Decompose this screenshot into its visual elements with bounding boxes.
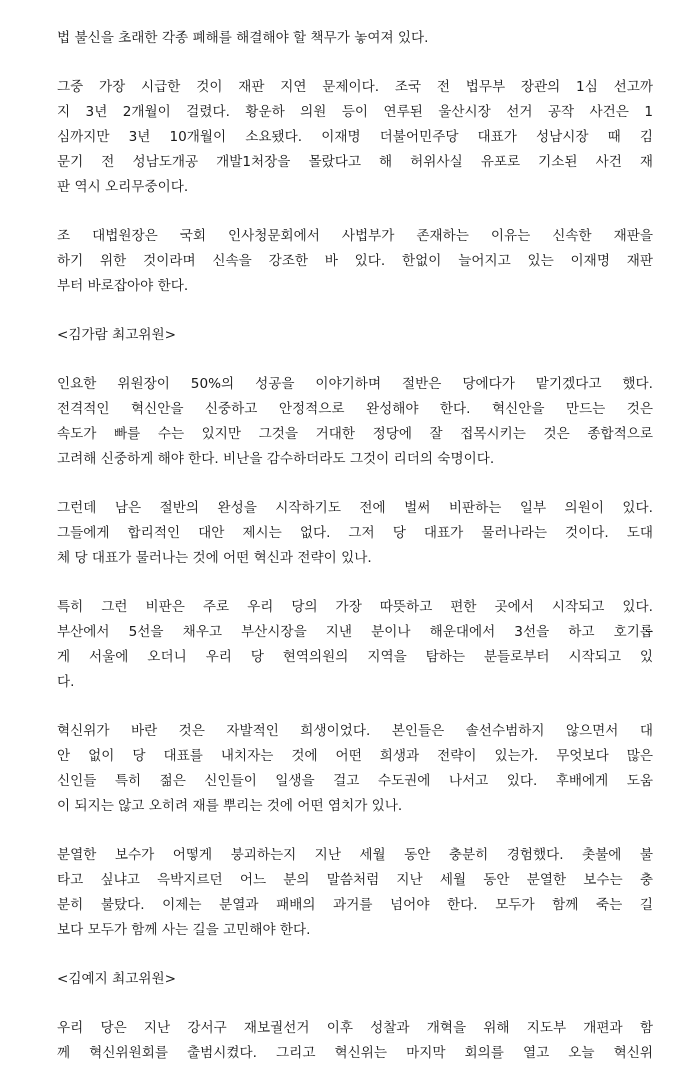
paragraph-4 — [57, 372, 653, 472]
text-line: 분히 불탔다. 이제는 분열과 패배의 과거를 넘어야 한다. 모두가 함께 죽는 길 — [57, 897, 653, 913]
paragraph-2 — [57, 75, 653, 200]
text-line: 고려해 신중하게 해야 한다. 비난을 감수하더라도 그것이 리더의 숙명이다. — [57, 451, 495, 467]
document-page — [57, 26, 653, 1090]
text-line: 특히 그런 비판은 주로 우리 당의 가장 따뜻하고 편한 곳에서 시작되고 있다. — [57, 599, 653, 615]
text-line: 게 서울에 오더니 우리 당 현역의원의 지역을 탐하는 분들로부터 시작되고 있 — [57, 649, 653, 665]
text-line: 심까지만 3년 10개월이 소요됐다. 이재명 더불어민주당 대표가 성남시장 때 김 — [57, 129, 653, 145]
text-line: 그런데 남은 절반의 완성을 시작하기도 전에 벌써 비판하는 일부 의원이 있다. — [57, 500, 653, 516]
paragraph-8 — [57, 843, 653, 943]
text-line: 문기 전 성남도개공 개발1처장을 몰랐다고 해 허위사실 유포로 기소된 사건 재 — [57, 154, 653, 170]
paragraph-7 — [57, 719, 653, 819]
text-line: 속도가 빠를 수는 있지만 그것을 거대한 정당에 잘 접목시키는 것은 종합적으로 — [57, 426, 653, 442]
text-line: 그들에게 합리적인 대안 제시는 없다. 그저 당 대표가 물러나라는 것이다. 도대 — [57, 525, 653, 541]
text-line: 신인들 특히 젊은 신인들이 일생을 걸고 수도권에 나서고 있다. 후배에게 도움 — [57, 773, 653, 789]
paragraph-9 — [57, 1016, 653, 1066]
text-line: 부터 바로잡아야 한다. — [57, 278, 189, 294]
text-line: 하기 위한 것이라며 신속을 강조한 바 있다. 한없이 늘어지고 있는 이재명 재판 — [57, 253, 653, 269]
text-line: 안 없이 당 대표를 내치자는 것에 어떤 희생과 전략이 있는가. 무엇보다 많은 — [57, 748, 653, 764]
speaker-heading-kim-yeji: <김예지 최고위원> — [57, 971, 177, 987]
text-line: 조 대법원장은 국회 인사청문회에서 사법부가 존재하는 이유는 신속한 재판을 — [57, 228, 653, 244]
text-line: 혁신위가 바란 것은 자발적인 희생이었다. 본인들은 솔선수범하지 않으면서 대 — [57, 723, 653, 739]
text-line: 부산에서 5선을 채우고 부산시장을 지낸 분이나 해운대에서 3선을 하고 호기롭 — [57, 624, 653, 640]
text-line: 그중 가장 시급한 것이 재판 지연 문제이다. 조국 전 법무부 장관의 1심 선고까 — [57, 79, 653, 95]
text-line: 전격적인 혁신안을 신중하고 안정적으로 완성해야 한다. 혁신안을 만드는 것은 — [57, 401, 653, 417]
paragraph-5 — [57, 496, 653, 571]
text-line: 체 당 대표가 물러나는 것에 어떤 혁신과 전략이 있나. — [57, 550, 372, 566]
text-line: 이 되지는 않고 오히려 재를 뿌리는 것에 어떤 염치가 있나. — [57, 798, 403, 814]
speaker-heading-kim-garam: <김가람 최고위원> — [57, 327, 177, 343]
text-line: 인요한 위원장이 50%의 성공을 이야기하며 절반은 당에다가 맡기겠다고 했다. — [57, 376, 653, 392]
text-line: 법 불신을 초래한 각종 폐해를 해결해야 할 책무가 놓여져 있다. — [57, 30, 429, 46]
text-line: 판 역시 오리무중이다. — [57, 179, 189, 195]
text-line: 께 혁신위원회를 출범시켰다. 그리고 혁신위는 마지막 회의를 열고 오늘 혁신위 — [57, 1045, 653, 1061]
text-line: 타고 싶냐고 윽박지르던 어느 분의 말씀처럼 지난 세월 동안 분열한 보수는 충 — [57, 872, 653, 888]
text-line: 우리 당은 지난 강서구 재보궐선거 이후 성찰과 개혁을 위해 지도부 개편과 함 — [57, 1020, 653, 1036]
text-line: 보다 모두가 함께 사는 길을 고민해야 한다. — [57, 922, 311, 938]
text-line: 분열한 보수가 어떻게 붕괴하는지 지난 세월 동안 충분히 경험했다. 촛불에 불 — [57, 847, 653, 863]
text-line: 다. — [57, 674, 75, 690]
text-line: 지 3년 2개월이 걸렸다. 황운하 의원 등이 연루된 울산시장 선거 공작 사건은 1 — [57, 104, 653, 120]
paragraph-6 — [57, 595, 653, 695]
paragraph-3 — [57, 224, 653, 299]
paragraph-1 — [57, 26, 653, 51]
